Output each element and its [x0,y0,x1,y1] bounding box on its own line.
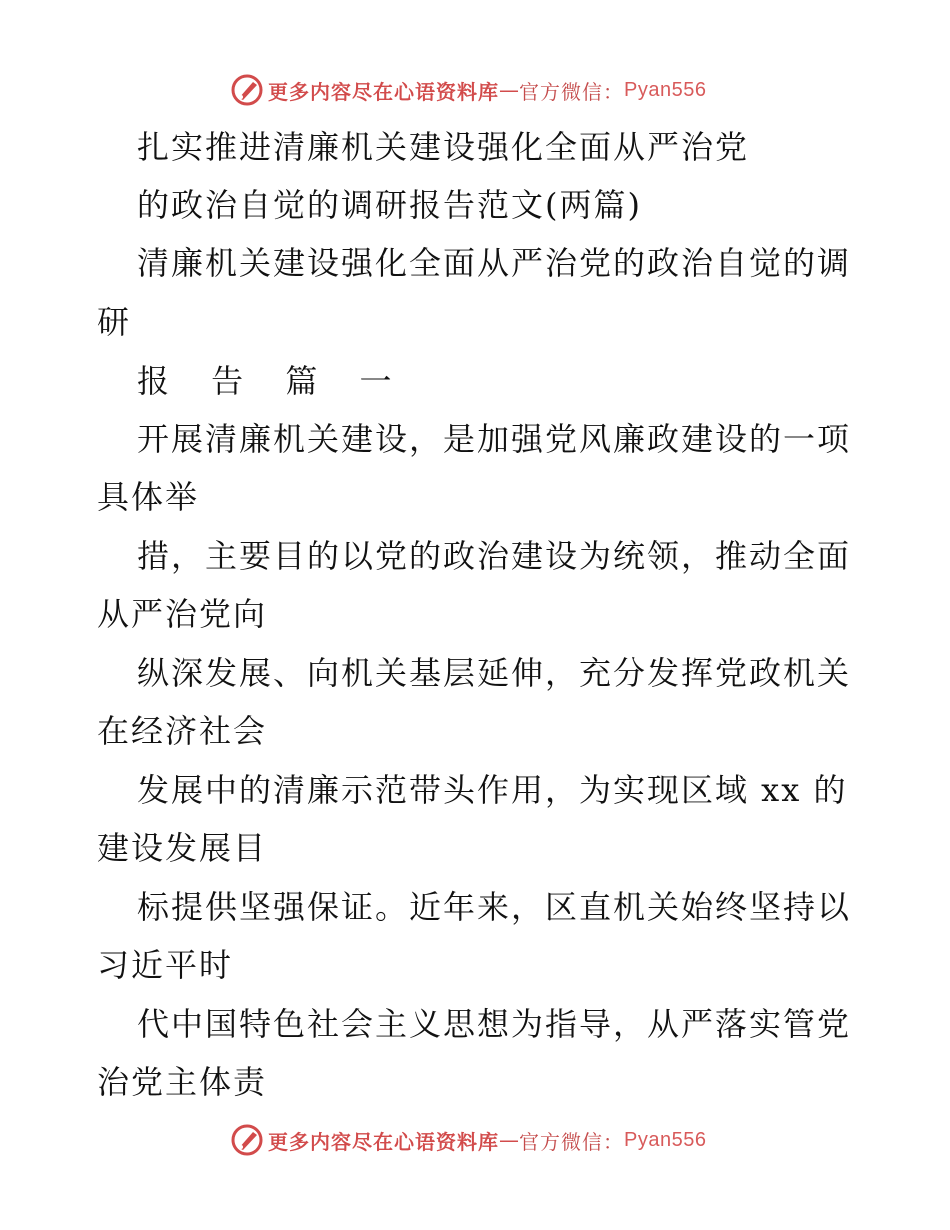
watermark-banner-bottom [230,1120,750,1160]
pen-circle-logo-icon [230,1123,264,1157]
watermark-main-text: 更多内容尽在心语资料库 [268,1129,499,1154]
watermark-sub-text: 官方微信： [519,1129,624,1154]
doc-title-line-1: 扎实推进清廉机关建设强化全面从严治党 [137,128,750,166]
doc-section-heading: 报 告 篇 一 [137,362,408,400]
watermark-dash: — [499,1128,519,1152]
watermark-id-text: Pyan556 [624,1128,707,1151]
pen-circle-logo-icon [230,73,264,107]
doc-paragraph-line: 发展中的清廉示范带头作用，为实现区域 xx 的 [137,771,848,809]
doc-paragraph-line: 建设发展目 [97,829,268,867]
doc-paragraph-line: 习近平时 [97,946,234,984]
doc-paragraph-line: 标提供坚强保证。近年来，区直机关始终坚持以 [137,888,852,926]
doc-paragraph-line: 在经济社会 [97,712,268,750]
doc-subtitle-line-1: 清廉机关建设强化全面从严治党的政治自觉的调 [137,244,852,282]
doc-paragraph-line: 从严治党向 [97,595,268,633]
watermark-dash: — [499,78,519,102]
doc-paragraph-line: 纵深发展、向机关基层延伸，充分发挥党政机关 [137,654,852,692]
doc-subtitle-line-2: 研 [97,303,132,341]
doc-paragraph-line: 措，主要目的以党的政治建设为统领，推动全面 [137,537,852,575]
doc-paragraph-line: 具体举 [97,478,200,516]
watermark-id-text: Pyan556 [624,78,707,101]
watermark-main-text: 更多内容尽在心语资料库 [268,79,499,104]
watermark-sub-text: 官方微信： [519,79,624,104]
doc-paragraph-line: 代中国特色社会主义思想为指导，从严落实管党 [137,1005,852,1043]
doc-title-line-2: 的政治自觉的调研报告范文(两篇) [137,186,642,224]
doc-paragraph-line: 治党主体责 [97,1063,268,1101]
watermark-banner-top [230,70,750,110]
doc-paragraph-line: 开展清廉机关建设，是加强党风廉政建设的一项 [137,420,852,458]
